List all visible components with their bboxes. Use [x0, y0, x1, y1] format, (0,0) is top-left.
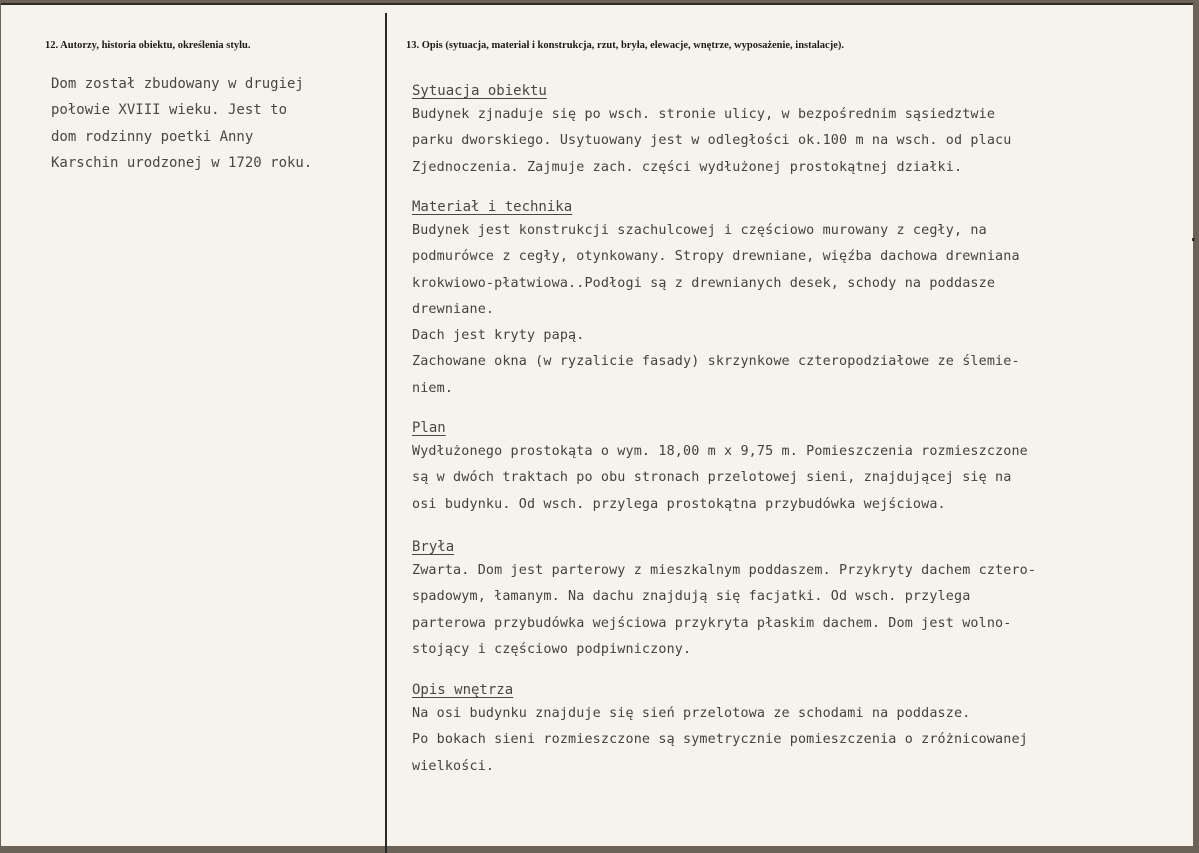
column-divider	[385, 13, 387, 853]
right-column-heading: 13. Opis (sytuacja, materiał i konstrukcja, rzut, bryła, elewacje, wnętrze, wyposażenie, instalacje).	[406, 40, 845, 51]
edge-mark	[1192, 238, 1195, 241]
section-body: Zwarta. Dom jest parterowy z mieszkalnym poddaszem. Przykryty dachem cztero- spadowym, łamanym. Na dachu znajdują się facjatki. Od wsch. przylega parterowa przybudówka wejściowa przykryta płaskim dachem. Dom jest wolno- stojący i częściowo podpiwniczony.	[412, 563, 1037, 657]
section-title: Opis wnętrza	[412, 682, 514, 698]
history-text: Dom został zbudowany w drugiej połowie XVIII wieku. Jest to dom rodzinny poetki Anny Karschin urodzonej w 1720 roku.	[51, 76, 313, 171]
section-title: Sytuacja obiektu	[412, 83, 547, 99]
document-sheet	[1, 3, 1193, 846]
section-material	[412, 196, 1187, 402]
section-body: Budynek jest konstrukcji szachulcowej i częściowo murowany z cegły, na podmurówce z cegły, otynkowany. Stropy drewniane, więźba dachowa drewniana krokwiowo-płatwiowa..Podłogi są z drewnianych desek, schody na poddasze drewniane. Dach jest kryty papą. Zachowane okna (w ryzalicie fasady) skrzynkowe czteropodziałowe ze ślemie- niem.	[412, 223, 1020, 396]
section-plan	[412, 417, 1187, 518]
section-body: Na osi budynku znajduje się sień przelotowa ze schodami na poddasze. Po bokach sieni rozmieszczone są symetrycznie pomieszczenia o zróżnicowanej wielkości.	[412, 706, 1028, 774]
section-title: Bryła	[412, 539, 455, 555]
section-interior	[412, 679, 1187, 780]
section-form	[412, 536, 1187, 663]
section-title: Materiał i technika	[412, 199, 573, 215]
section-body: Wydłużonego prostokąta o wym. 18,00 m x 9,75 m. Pomieszczenia rozmieszczone są w dwóch traktach po obu stronach przelotowej sieni, znajdującej się na osi budynku. Od wsch. przylega prostokątna przybudówka wejściowa.	[412, 444, 1028, 512]
section-title: Plan	[412, 420, 446, 436]
section-body: Budynek zjnaduje się po wsch. stronie ulicy, w bezpośrednim sąsiedztwie parku dworskiego. Usytuowany jest w odległości ok.100 m na wsch. od placu Zjednoczenia. Zajmuje zach. części wydłużonej prostokątnej działki.	[412, 107, 1012, 175]
section-situation	[412, 80, 1187, 181]
left-column-heading: 12. Autorzy, historia obiektu, określenia stylu.	[45, 40, 251, 51]
